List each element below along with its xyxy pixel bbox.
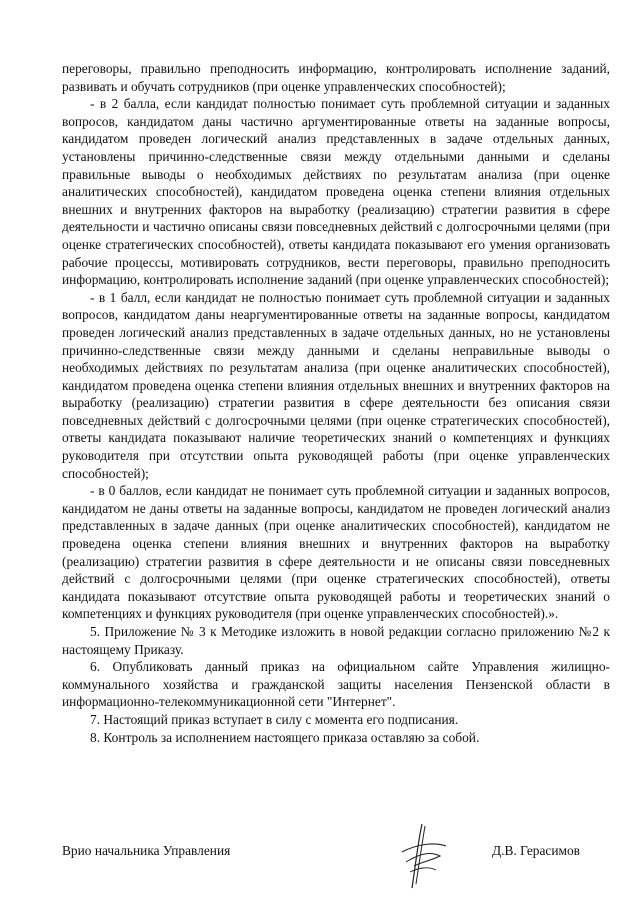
signatory-position: Врио начальника Управления <box>62 843 231 858</box>
paragraph-3: - в 1 балл, если кандидат не полностью понимает суть проблемной ситуации и заданных вопросов, кандидатом даны неаргументированные ответы на заданные вопросы, кандидатом проведен логический анализ представленных в задаче отдельных данных, но не установлены причинно-следственные связи между данными и сделаны неправильные выводы о необходимых действиях по результатам анализа (при оценке аналитических способностей), кандидатом проведена оценка степени влияния отдельных внешних и внутренних факторов на выработку (реализацию) стратегии развития в сфере деятельности без описания связи повседневных действий с долгосрочными целями (при оценке стратегических способностей), ответы кандидата показывают наличие теоретических знаний о компетенциях и функциях руководителя при отсутствии опыта руководящей работы (при оценке управленческих способностей); <box>62 289 610 481</box>
paragraph-1: переговоры, правильно преподносить информацию, контролировать исполнение заданий, развивать и обучать сотрудников (при оценке управленческих способностей); <box>62 61 610 94</box>
paragraph-8: 8. Контроль за исполнением настоящего приказа оставляю за собой. <box>90 729 480 745</box>
handwritten-signature <box>392 822 452 892</box>
paragraph-4: - в 0 баллов, если кандидат не понимает суть проблемной ситуации и заданных вопросов, кандидатом не даны ответы на заданные вопросы, кандидатом не проведен логический анализ представленных в задаче данных (при оценке аналитических способностей), кандидатом не проведена оценка степени влияния внешних и внутренних факторов на выработку (реализацию) стратегии развития в сфере деятельности и не описаны связи повседневных действий с долгосрочными целями (при оценке стратегических способностей), ответы кандидата показывают отсутствие опыта руководящей работы и теоретических знаний о компетенциях и функциях руководителя (при оценке управленческих способностей).». <box>62 483 610 622</box>
paragraph-5: 5. Приложение № 3 к Методике изложить в новой редакции согласно приложению №2 к настоящему Приказу. <box>62 624 610 657</box>
signatory-name: Д.В. Герасимов <box>491 843 580 858</box>
paragraph-2: - в 2 балла, если кандидат полностью понимает суть проблемной ситуации и заданных вопросов, кандидатом даны частично аргументированные ответы на заданные вопросы, кандидатом проведен логический анализ представленных в задаче отдельных данных, установлены причинно-следственные связи между отдельными данными и сделаны правильные выводы о необходимых действиях по результатам анализа (при оценке аналитических способностей), кандидатом проведена оценка степени влияния отдельных внешних и внутренних факторов на выработку (реализацию) стратегии развития в сфере деятельности и частично описаны связи повседневных действий с долгосрочными целями (при оценке стратегических способностей), ответы кандидата показывают его умения организовать рабочие процессы, мотивировать сотрудников, вести переговоры, правильно преподносить информацию, контролировать исполнение заданий (при оценке управленческих способностей); <box>62 96 610 288</box>
paragraph-6: 6. Опубликовать данный приказ на официальном сайте Управления жилищно-коммунального хозяйства и гражданской защиты населения Пензенской области в информационно-телекоммуникационной сети "Интернет". <box>62 659 610 710</box>
paragraph-7: 7. Настоящий приказ вступает в силу с момента его подписания. <box>90 711 459 727</box>
document-body <box>62 60 610 746</box>
